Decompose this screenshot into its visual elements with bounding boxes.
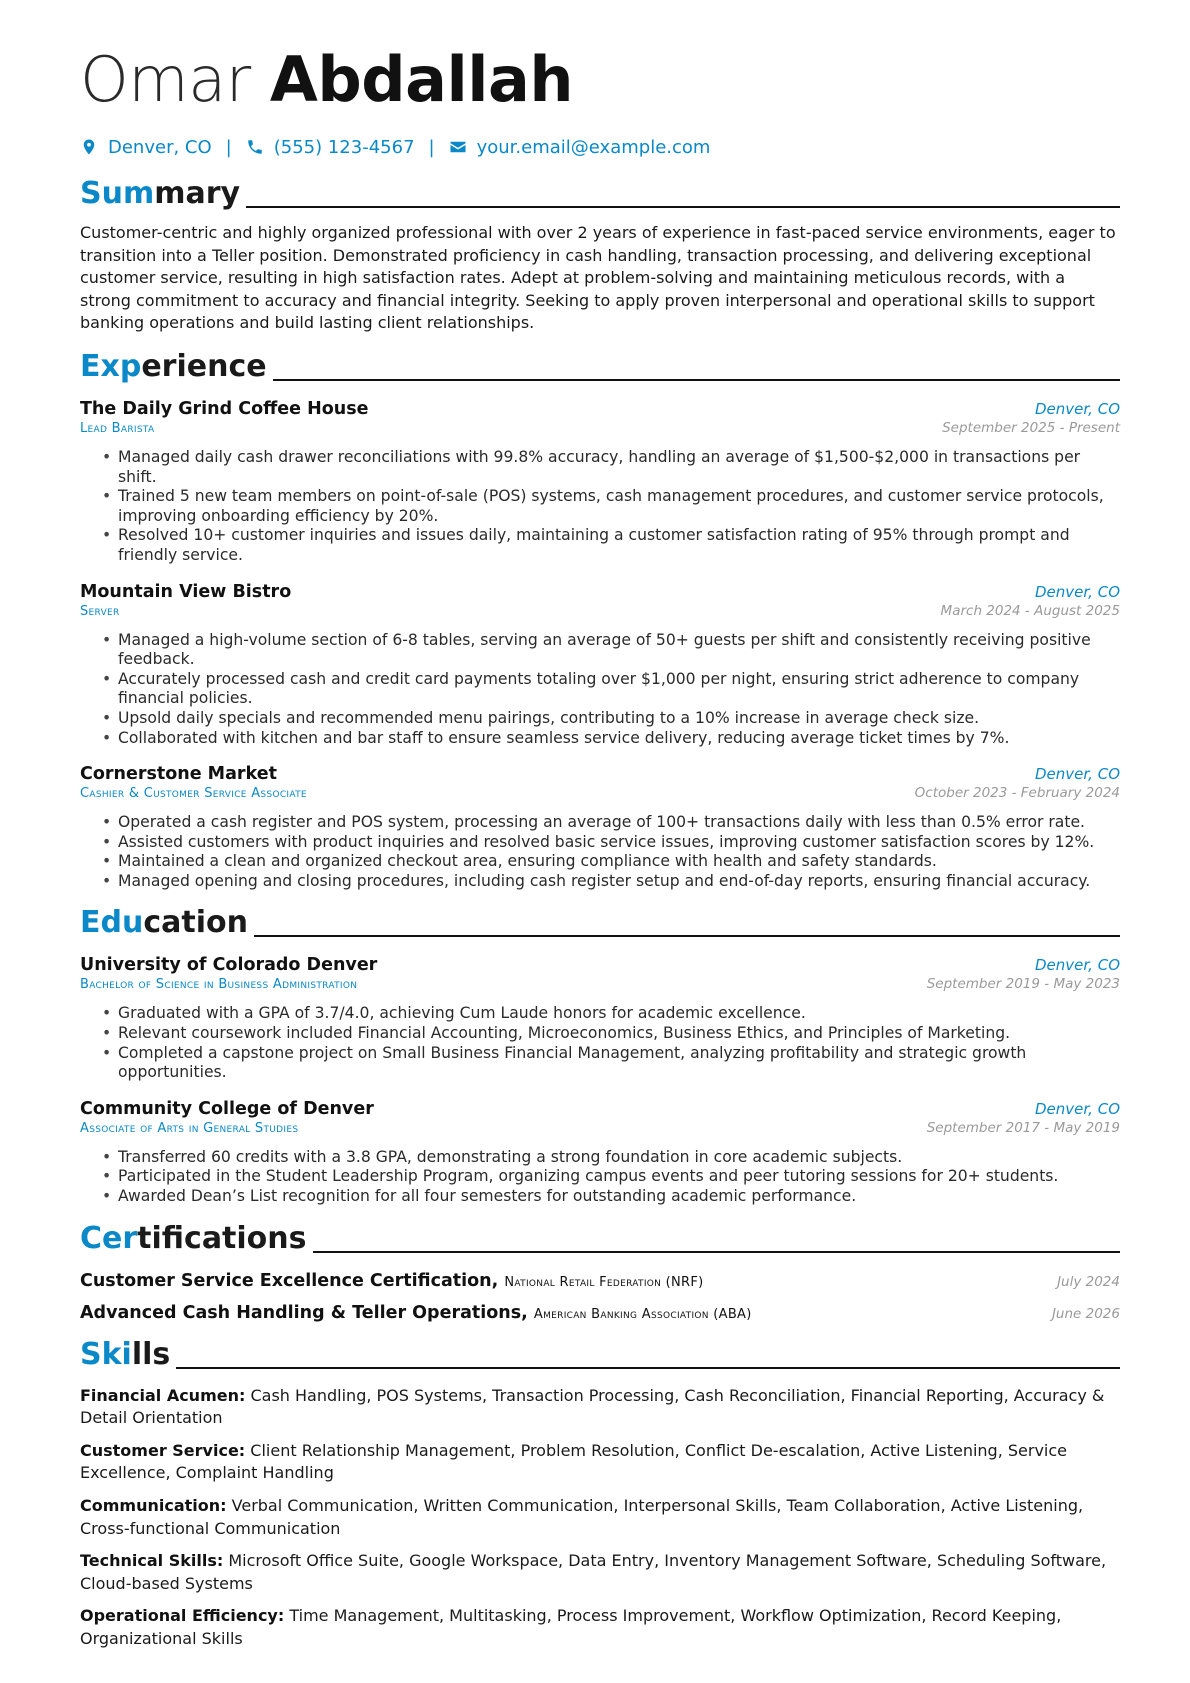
section-rule xyxy=(246,206,1120,208)
entry-dates: September 2017 - May 2019 xyxy=(926,1119,1120,1136)
email-text: your.email@example.com xyxy=(476,136,711,158)
certification-issuer: American Banking Association (ABA) xyxy=(533,1306,752,1322)
skill-category: Customer Service: xyxy=(80,1440,246,1460)
phone-icon xyxy=(246,138,264,156)
job-title: Lead Barista xyxy=(80,420,155,436)
skill-category: Communication: xyxy=(80,1496,227,1515)
bullet-list xyxy=(80,631,1120,749)
skill-group xyxy=(80,1605,1120,1650)
organization-name: The Daily Grind Coffee House xyxy=(80,398,369,419)
section-experience-heading xyxy=(80,347,1120,385)
entry-dates: March 2024 - August 2025 xyxy=(940,602,1120,619)
certification-date: June 2026 xyxy=(1051,1305,1120,1322)
section-summary-heading xyxy=(80,174,1120,212)
section-title: Education xyxy=(80,905,248,941)
skill-group xyxy=(80,1495,1120,1540)
bullet-item: • Managed a high-volume section of 6-8 tables, serving an average of 50+ guests per shift and consistently receiving positive feedback. xyxy=(118,631,1120,670)
section-certifications-heading xyxy=(80,1219,1120,1257)
contact-bar xyxy=(80,132,1120,162)
bullet-item: • Graduated with a GPA of 3.7/4.0, achieving Cum Laude honors for academic excellence. xyxy=(118,1004,1120,1024)
last-name: Abdallah xyxy=(269,43,573,116)
section-skills-heading xyxy=(80,1335,1120,1373)
certification-name: Advanced Cash Handling & Teller Operations xyxy=(80,1302,522,1323)
job-title: Server xyxy=(80,603,120,619)
bullet-item: • Accurately processed cash and credit card payments totaling over $1,000 per night, ensuring strict adherence to company financial policies. xyxy=(118,670,1120,709)
envelope-icon xyxy=(449,138,467,156)
bullet-item: • Awarded Dean’s List recognition for all four semesters for outstanding academic performance. xyxy=(118,1187,1120,1207)
degree-title: Bachelor of Science in Business Administration xyxy=(80,977,358,993)
bullet-item: • Assisted customers with product inquiries and resolved basic service issues, improving customer satisfaction scores by 12%. xyxy=(118,833,1120,853)
entry-location: Denver, CO xyxy=(1035,1099,1120,1118)
experience-entry xyxy=(80,399,1120,566)
certification-name-line: Advanced Cash Handling & Teller Operations, American Banking Association (ABA) xyxy=(80,1302,752,1323)
bullet-item: • Managed daily cash drawer reconciliations with 99.8% accuracy, handling an average of $1,500-$2,000 in transactions per shift. xyxy=(118,448,1120,487)
resume-page xyxy=(80,40,1120,1651)
section-title: Summary xyxy=(80,176,241,211)
skill-group xyxy=(80,1550,1120,1595)
skill-category: Technical Skills: xyxy=(80,1551,224,1571)
skill-category: Financial Acumen: xyxy=(80,1385,246,1405)
organization-name: Mountain View Bistro xyxy=(80,581,292,602)
section-title: Experience xyxy=(80,348,267,384)
contact-phone[interactable] xyxy=(246,137,415,158)
bullet-item: • Managed opening and closing procedures, including cash register setup and end-of-day reports, ensuring financial accuracy. xyxy=(118,872,1120,892)
school-name: Community College of Denver xyxy=(80,1098,374,1119)
entry-location: Denver, CO xyxy=(1035,399,1120,418)
bullet-list xyxy=(80,1004,1120,1082)
entry-dates: September 2019 - May 2023 xyxy=(926,976,1120,993)
certification-name-line: Customer Service Excellence Certification, National Retail Federation (NRF) xyxy=(80,1270,704,1291)
bullet-list xyxy=(80,813,1120,891)
entry-location: Denver, CO xyxy=(1035,582,1120,601)
entry-location: Denver, CO xyxy=(1035,765,1120,784)
bullet-item: • Relevant coursework included Financial Accounting, Microeconomics, Business Ethics, and Principles of Marketing. xyxy=(118,1024,1120,1044)
certification-date: July 2024 xyxy=(1057,1273,1120,1290)
bullet-item: • Operated a cash register and POS system, processing an average of 100+ transactions daily with less than 0.5% error rate. xyxy=(118,813,1120,833)
certification-issuer: National Retail Federation (NRF) xyxy=(504,1274,704,1290)
candidate-name xyxy=(80,40,1120,120)
section-rule xyxy=(313,1251,1120,1253)
skill-group xyxy=(80,1385,1120,1430)
bullet-item: • Resolved 10+ customer inquiries and issues daily, maintaining a customer satisfaction rating of 95% through prompt and friendly service. xyxy=(118,526,1120,565)
education-list xyxy=(80,955,1120,1206)
bullet-item: • Upsold daily specials and recommended menu pairings, contributing to a 10% increase in average check size. xyxy=(118,709,1120,729)
bullet-list xyxy=(80,1148,1120,1207)
location-text: Denver, CO xyxy=(108,136,212,158)
contact-separator: | xyxy=(428,136,435,158)
education-entry xyxy=(80,955,1120,1082)
contact-email[interactable] xyxy=(449,137,711,158)
bullet-item: • Collaborated with kitchen and bar staff to ensure seamless service delivery, reducing average ticket times by 7%. xyxy=(118,729,1120,749)
school-name: University of Colorado Denver xyxy=(80,955,378,976)
section-education-heading xyxy=(80,903,1120,941)
education-entry xyxy=(80,1099,1120,1207)
phone-text: (555) 123-4567 xyxy=(273,136,415,158)
contact-location xyxy=(80,137,212,158)
summary-text: Customer-centric and highly organized professional with over 2 years of experience in fast-paced service environments, eager to transition into a Teller position. Demonstrated proficiency in cash handling, transaction processing, and delivering exceptional customer service, resulting in high satisfaction rates. Adept at problem-solving and maintaining meticulous records, with a strong commitment to accuracy and financial integrity. Seeking to apply proven interpersonal and operational skills to support banking operations and build lasting client relationships. xyxy=(80,223,1116,333)
skill-values: Cash Handling, POS Systems, Transaction Processing, Cash Reconciliation, Financial Reporting, Accuracy & Detail Orientation xyxy=(80,1385,1105,1428)
job-title: Cashier & Customer Service Associate xyxy=(80,786,307,802)
bullet-item: • Trained 5 new team members on point-of-sale (POS) systems, cash management procedures, and customer service protocols, improving onboarding efficiency by 20%. xyxy=(118,487,1120,526)
certification-item xyxy=(80,1271,1120,1291)
skill-values: Client Relationship Management, Problem Resolution, Conflict De-escalation, Active Listening, Service Excellence, Complaint Handling xyxy=(80,1440,1067,1483)
bullet-item: • Completed a capstone project on Small Business Financial Management, analyzing profitability and strategic growth opportunities. xyxy=(118,1044,1120,1083)
bullet-item: • Maintained a clean and organized checkout area, ensuring compliance with health and safety standards. xyxy=(118,852,1120,872)
bullet-item: • Participated in the Student Leadership Program, organizing campus events and peer tutoring sessions for 20+ students. xyxy=(118,1167,1120,1187)
entry-dates: October 2023 - February 2024 xyxy=(914,785,1120,802)
degree-title: Associate of Arts in General Studies xyxy=(80,1120,299,1136)
skill-category: Operational Efficiency: xyxy=(80,1606,285,1626)
experience-list xyxy=(80,399,1120,892)
section-title: Certifications xyxy=(80,1220,307,1256)
entry-location: Denver, CO xyxy=(1035,956,1120,975)
section-rule xyxy=(254,935,1120,937)
organization-name: Cornerstone Market xyxy=(80,764,277,785)
experience-entry xyxy=(80,764,1120,891)
skill-values: Verbal Communication, Written Communication, Interpersonal Skills, Team Collaboration, Active Listening, Cross-functional Communication xyxy=(80,1496,1084,1538)
skill-values: Microsoft Office Suite, Google Workspace, Data Entry, Inventory Management Software, Scheduling Software, Cloud-based Systems xyxy=(80,1551,1107,1593)
entry-dates: September 2025 - Present xyxy=(942,419,1120,436)
bullet-item: • Transferred 60 credits with a 3.8 GPA, demonstrating a strong foundation in core academic subjects. xyxy=(118,1148,1120,1168)
section-rule xyxy=(176,1367,1120,1369)
section-title: Skills xyxy=(80,1336,171,1372)
bullet-list xyxy=(80,448,1120,566)
skills-list xyxy=(80,1385,1120,1651)
section-rule xyxy=(273,379,1120,381)
skill-group xyxy=(80,1440,1120,1485)
first-name: Omar xyxy=(80,43,251,116)
contact-separator: | xyxy=(225,136,232,158)
certification-list xyxy=(80,1271,1120,1323)
certification-item xyxy=(80,1303,1120,1323)
skill-values: Time Management, Multitasking, Process Improvement, Workflow Optimization, Record Keeping, Organizational Skills xyxy=(80,1606,1062,1648)
map-pin-icon xyxy=(80,138,98,156)
experience-entry xyxy=(80,582,1120,749)
certification-name: Customer Service Excellence Certification xyxy=(80,1270,492,1291)
